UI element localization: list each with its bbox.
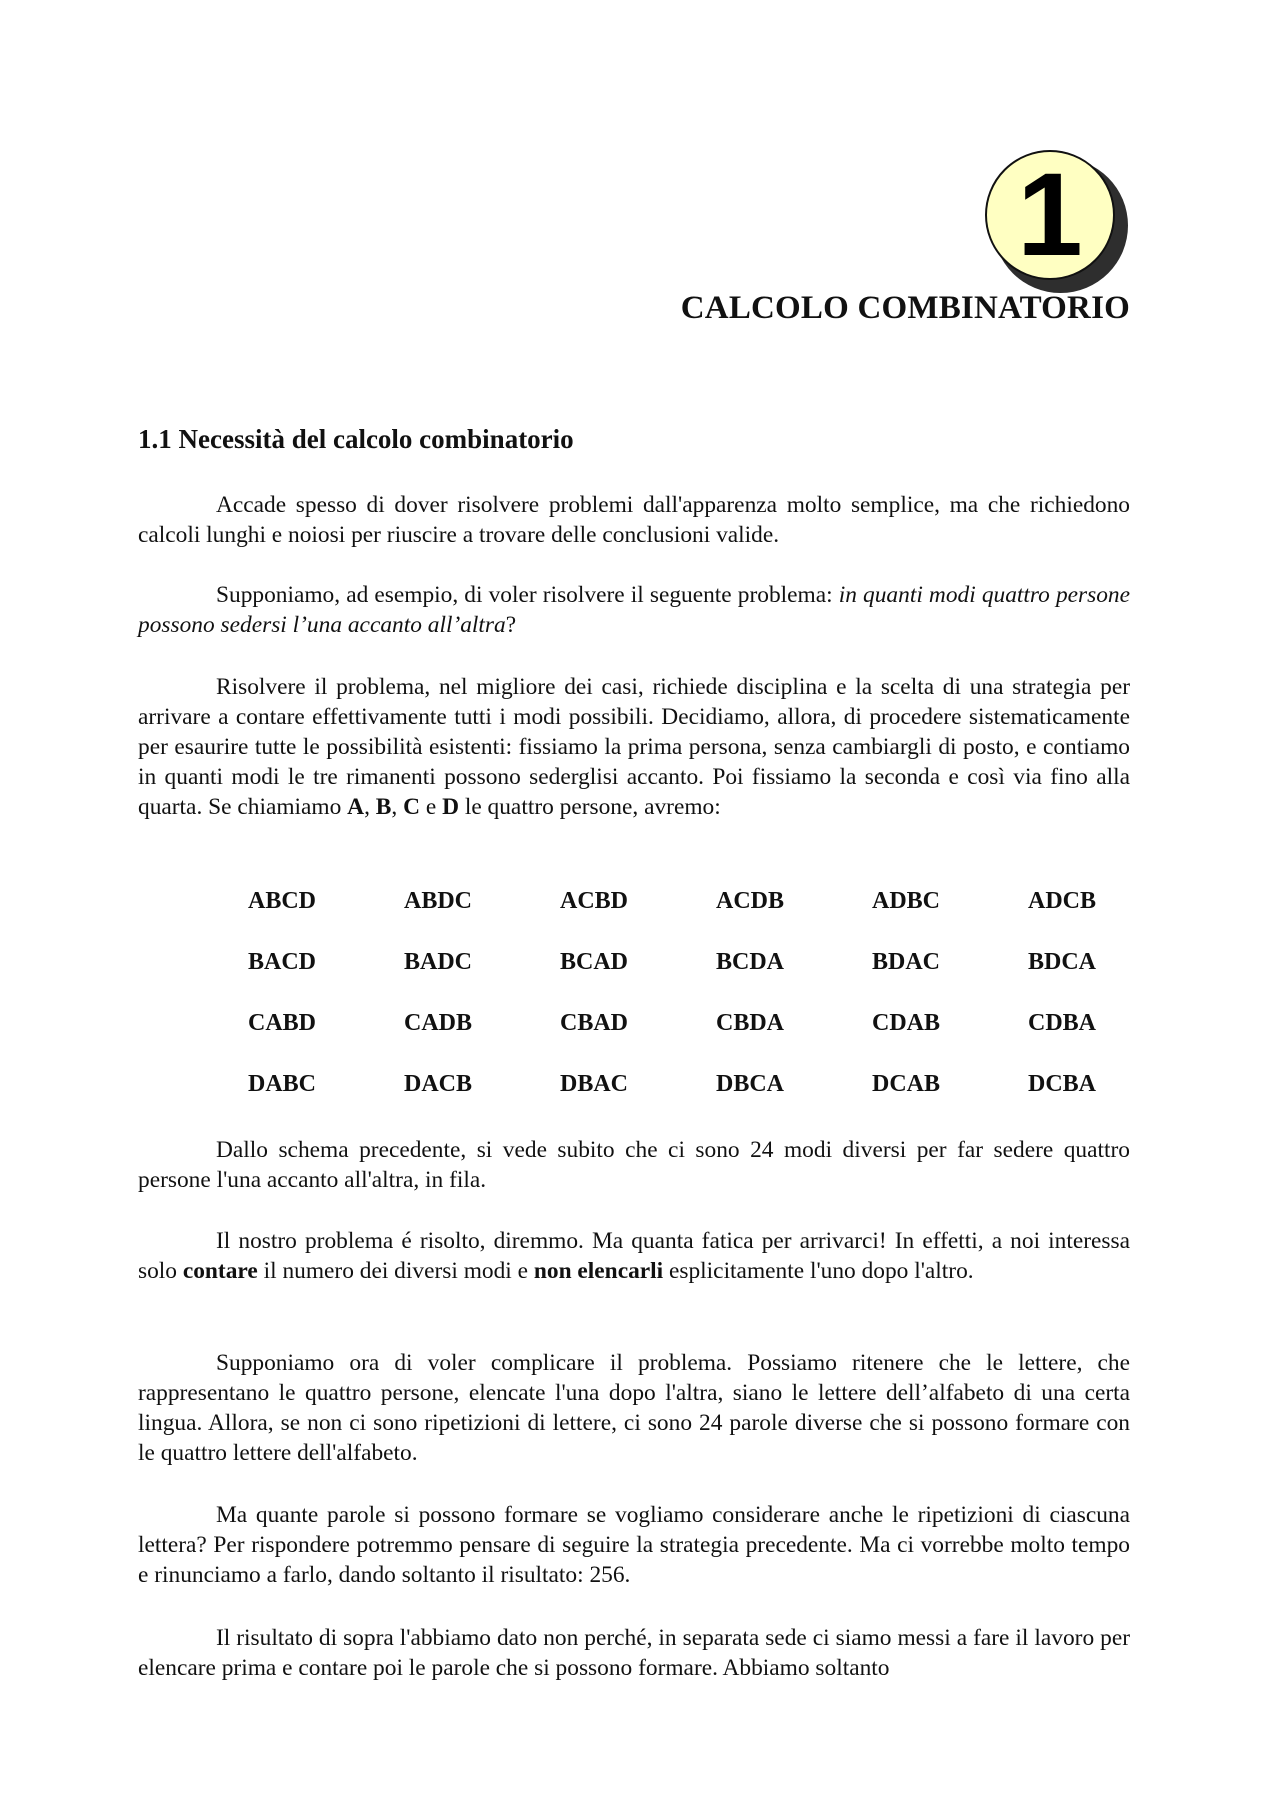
paragraph-intro: Accade spesso di dover risolvere problemi dall'apparenza molto semplice, ma che richiedono calcoli lunghi e noiosi per riuscire a trovare delle conclusioni valide.: [138, 492, 1130, 548]
problem-question: in quanti modi quattro persone possono sedersi l’una accanto all’altra: [138, 582, 1130, 638]
permutation-cell: BACD: [248, 949, 317, 975]
permutation-cell: ABDC: [404, 888, 473, 914]
permutation-cell: ACBD: [560, 888, 629, 914]
permutation-cell: BCDA: [716, 949, 785, 975]
permutation-cell: BCAD: [560, 949, 629, 975]
permutation-cell: CABD: [248, 1010, 317, 1036]
chapter-title: CALCOLO COMBINATORIO: [680, 290, 1130, 326]
permutation-cell: DBAC: [560, 1071, 629, 1097]
permutation-cell: BDCA: [1028, 949, 1097, 975]
paragraph-counting: Il nostro problema é risolto, diremmo. Ma quanta fatica per arrivarci! In effetti, a noi interessa solo contare il numero dei diversi modi e non elencarli esplicitamente l'uno dopo l'altro.: [138, 1228, 1130, 1284]
permutation-table: [248, 886, 1184, 1130]
permutation-cell: CDAB: [872, 1010, 941, 1036]
permutation-cell: BADC: [404, 949, 473, 975]
paragraph-scheme-result: Dallo schema precedente, si vede subito che ci sono 24 modi diversi per far sedere quattro persone l'una accanto all'altra, in fila.: [138, 1137, 1130, 1193]
paragraph-repetitions: Ma quante parole si possono formare se vogliamo considerare anche le ripetizioni di ciascuna lettera? Per rispondere potremmo pensare di seguire la strategia precedente. Ma ci vorrebbe molto tempo e rinunciamo a farlo, dando soltanto il risultato: 256.: [138, 1502, 1130, 1588]
permutation-cell: DACB: [404, 1071, 473, 1097]
permutation-cell: CDBA: [1028, 1010, 1097, 1036]
permutation-cell: CBAD: [560, 1010, 629, 1036]
permutation-cell: DBCA: [716, 1071, 785, 1097]
permutation-cell: ACDB: [716, 888, 785, 914]
chapter-number-badge: 1: [985, 150, 1115, 280]
paragraph-alphabet: Supponiamo ora di voler complicare il problema. Possiamo ritenere che le lettere, che rappresentano le quattro persone, elencate l'una dopo l'altra, siano le lettere dell’alfabeto di una certa lingua. Allora, se non ci sono ripetizioni di lettere, ci sono 24 parole diverse che si possono formare con le quattro lettere dell'alfabeto.: [138, 1350, 1130, 1466]
section-title: 1.1 Necessità del calcolo combinatorio: [138, 424, 574, 454]
paragraph-problem: Supponiamo, ad esempio, di voler risolvere il seguente problema: in quanti modi quattro persone possono sedersi l’una accanto all’altra?: [138, 582, 1130, 638]
paragraph-result-note: Il risultato di sopra l'abbiamo dato non perché, in separata sede ci siamo messi a fare il lavoro per elencare prima e contare poi le parole che si possono formare. Abbiamo soltanto: [138, 1625, 1130, 1681]
permutation-cell: CBDA: [716, 1010, 785, 1036]
permutation-cell: ABCD: [248, 888, 317, 914]
permutation-cell: ADCB: [1028, 888, 1097, 914]
permutation-cell: DCBA: [1028, 1071, 1097, 1097]
paragraph-strategy: Risolvere il problema, nel migliore dei casi, richiede disciplina e la scelta di una strategia per arrivare a contare effettivamente tutti i modi possibili. Decidiamo, allora, di procedere sistematicamente per esaurire tutte le possibilità esistenti: fissiamo la prima persona, senza cambiargli di posto, e contiamo in quanti modi le tre rimanenti possono sederglisi accanto. Poi fissiamo la seconda e così via fino alla quarta. Se chiamiamo A, B, C e D le quattro persone, avremo:: [138, 674, 1130, 820]
permutation-cell: BDAC: [872, 949, 941, 975]
permutation-cell: ADBC: [872, 888, 941, 914]
permutation-cell: CADB: [404, 1010, 473, 1036]
permutation-cell: DABC: [248, 1071, 317, 1097]
permutation-cell: DCAB: [872, 1071, 941, 1097]
